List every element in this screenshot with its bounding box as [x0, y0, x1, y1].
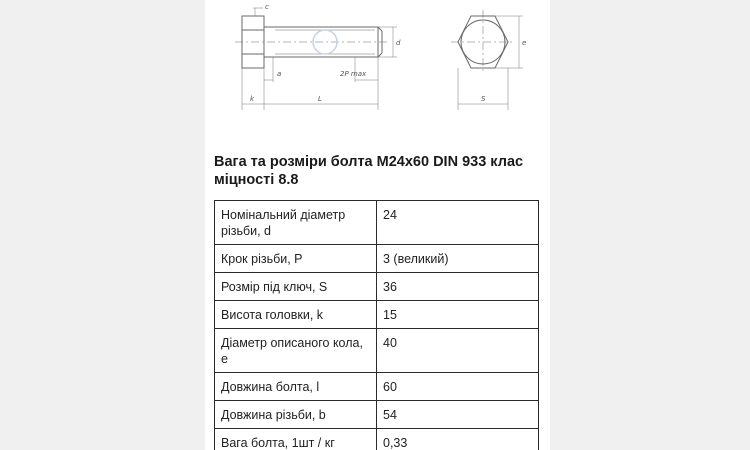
spec-value: 0,33 — [377, 429, 539, 450]
document-page — [205, 0, 550, 450]
label-e: e — [522, 39, 527, 47]
page-title: Вага та розміри болта М24х60 DIN 933 клас міцності 8.8 — [214, 154, 524, 188]
bolt-technical-drawing — [205, 0, 550, 130]
spec-value: 36 — [377, 273, 539, 301]
table-row — [215, 373, 539, 401]
table-row — [215, 201, 539, 245]
label-l: L — [318, 95, 322, 103]
spec-value: 15 — [377, 301, 539, 329]
spec-name: Номінальний діаметр різьби, d — [215, 201, 377, 245]
label-s: S — [481, 95, 486, 103]
spec-name: Крок різьби, Р — [215, 245, 377, 273]
table-row — [215, 401, 539, 429]
bolt-end-view — [451, 10, 523, 110]
table-row — [215, 245, 539, 273]
label-c: c — [265, 3, 269, 11]
bolt-specs-table — [214, 200, 539, 450]
label-k: k — [250, 95, 255, 103]
table-row — [215, 273, 539, 301]
spec-name: Діаметр описаного кола, е — [215, 329, 377, 373]
label-d: d — [396, 39, 401, 47]
spec-name: Вага болта, 1шт / кг — [215, 429, 377, 450]
label-a: a — [277, 70, 282, 78]
label-2p-max: 2P max — [340, 70, 367, 78]
spec-value: 40 — [377, 329, 539, 373]
spec-name: Висота головки, k — [215, 301, 377, 329]
bolt-side-view — [235, 8, 397, 110]
spec-name: Довжина болта, l — [215, 373, 377, 401]
table-row — [215, 429, 539, 450]
spec-value: 60 — [377, 373, 539, 401]
spec-value: 24 — [377, 201, 539, 245]
table-row — [215, 301, 539, 329]
table-row — [215, 329, 539, 373]
spec-name: Довжина різьби, b — [215, 401, 377, 429]
spec-name: Розмір під ключ, S — [215, 273, 377, 301]
spec-value: 54 — [377, 401, 539, 429]
spec-value: 3 (великий) — [377, 245, 539, 273]
